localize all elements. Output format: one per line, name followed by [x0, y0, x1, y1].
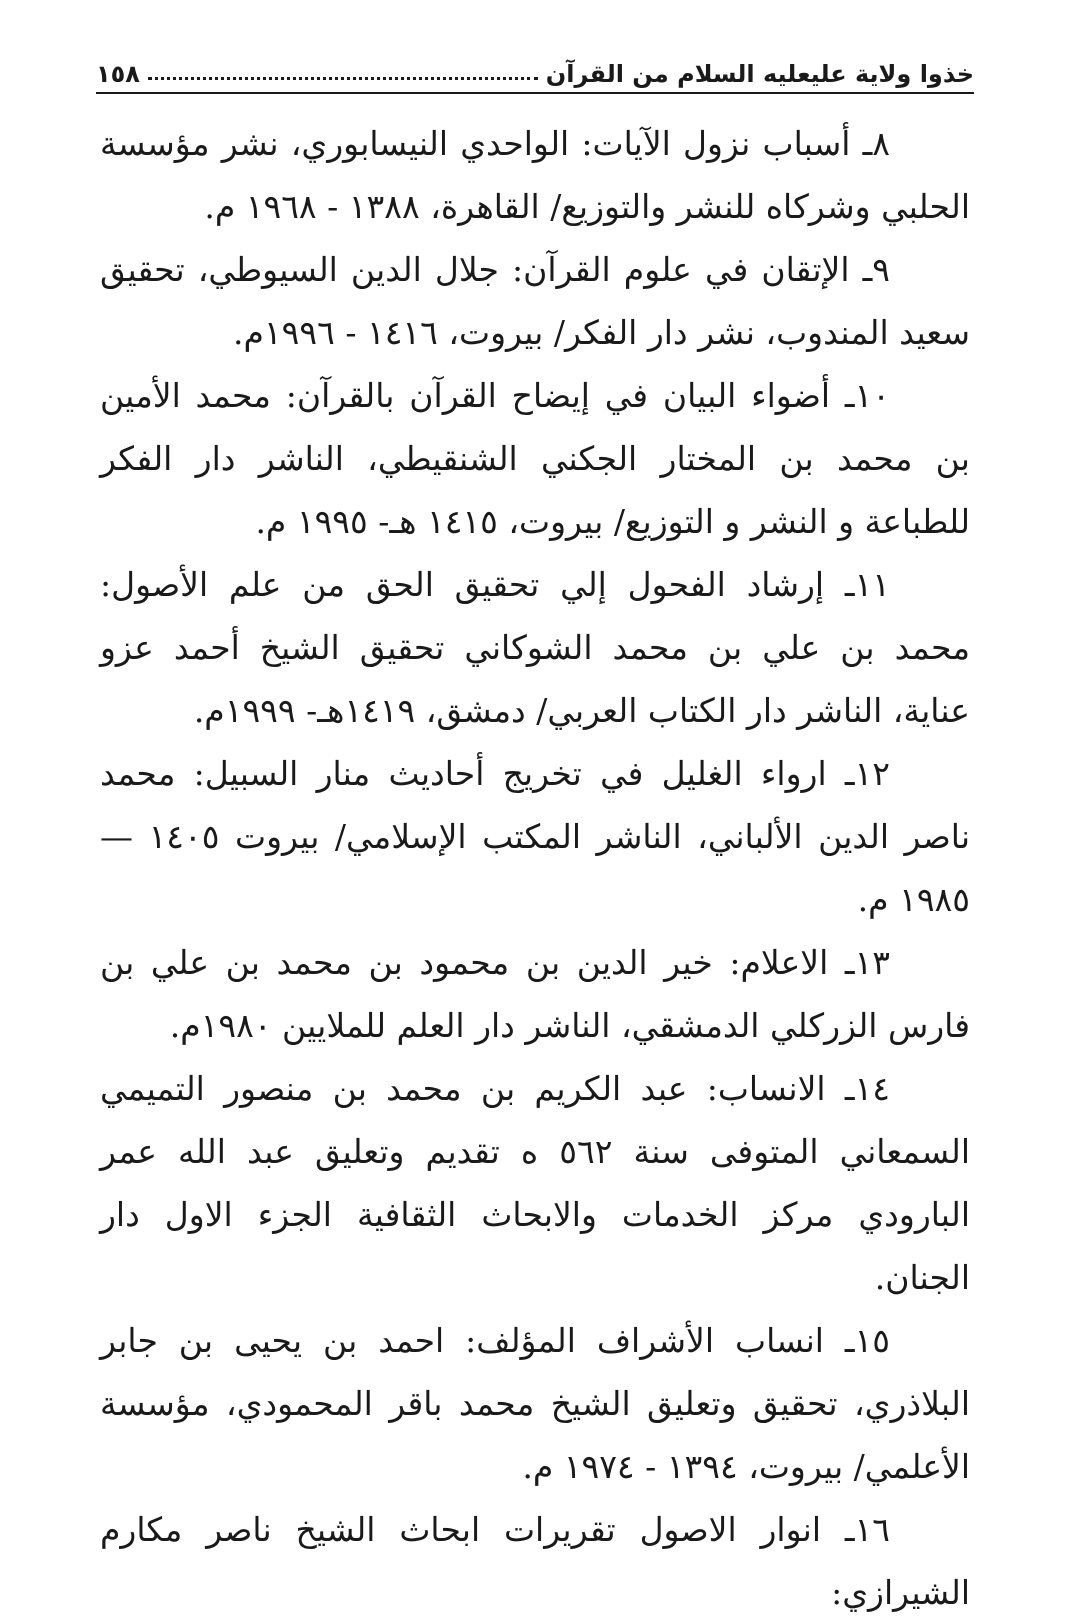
- bibliography-entry: ١٥ـ انساب الأشراف المؤلف: احمد بن يحيى بن جابر البلاذري، تحقيق وتعليق الشيخ محمد باقر المحمودي، مؤسسة الأعلمي/ بيروت، ١٣٩٤ - ١٩٧٤ م.: [100, 1321, 970, 1486]
- bibliography-entry: ٨ـ أسباب نزول الآيات: الواحدي النيسابوري، نشر مؤسسة الحلبي وشركاه للنشر والتوزيع/ القاهرة، ١٣٨٨ - ١٩٦٨ م.: [100, 124, 970, 226]
- leader-dots: [148, 77, 538, 80]
- book-title: خذوا ولاية عليعليه السلام من القرآن: [545, 60, 974, 88]
- bibliography-entry: ١٤ـ الانساب: عبد الكريم بن محمد بن منصور التميمي السمعاني المتوفى سنة ٥٦٢ ه تقديم وتعليق عبد الله عمر البارودي مركز الخدمات والابحاث الثقافية الجزء الاول دار الجنان.: [100, 1069, 970, 1297]
- bibliography-entry: ١١ـ إرشاد الفحول إلي تحقيق الحق من علم الأصول: محمد بن علي بن محمد الشوكاني تحقيق الشيخ أحمد عزو عناية، الناشر دار الكتاب العربي/ دمشق، ١٤١٩هـ- ١٩٩٩م.: [100, 565, 970, 730]
- bibliography-list: [100, 112, 970, 1612]
- bibliography-entry: ١٣ـ الاعلام: خير الدين بن محمود بن محمد بن علي بن فارس الزركلي الدمشقي، الناشر دار العلم للملايين ١٩٨٠م.: [100, 943, 970, 1045]
- bibliography-entry: ١٠ـ أضواء البيان في إيضاح القرآن بالقرآن: محمد الأمين بن محمد بن المختار الجكني الشنقيطي، الناشر دار الفكر للطباعة و النشر و التوزيع/ بيروت، ١٤١٥ هـ- ١٩٩٥ م.: [100, 376, 970, 541]
- page-number: ١٥٨: [96, 60, 140, 88]
- bibliography-entry: ١٢ـ ارواء الغليل في تخريج أحاديث منار السبيل: محمد ناصر الدين الألباني، الناشر المكتب الإسلامي/ بيروت ١٤٠٥ — ١٩٨٥ م.: [100, 754, 970, 919]
- bibliography-entry: ١٦ـ انوار الاصول تقريرات ابحاث الشيخ ناصر مكارم الشيرازي:: [100, 1510, 970, 1612]
- running-header: [96, 44, 974, 94]
- bibliography-entry: ٩ـ الإتقان في علوم القرآن: جلال الدين السيوطي، تحقيق سعيد المندوب، نشر دار الفكر/ بيروت، ١٤١٦ - ١٩٩٦م.: [100, 250, 970, 352]
